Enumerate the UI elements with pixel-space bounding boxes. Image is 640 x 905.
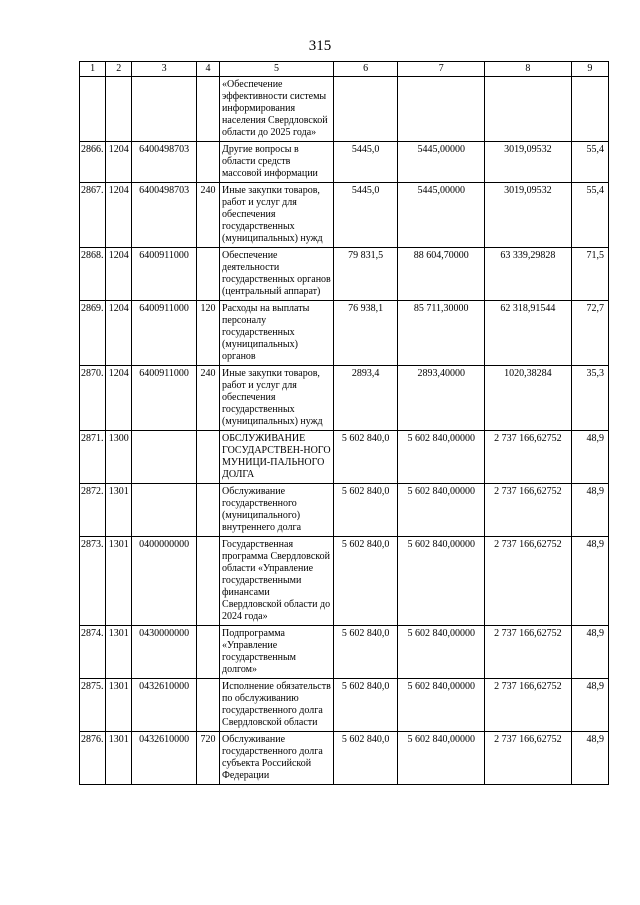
target-code-cell: 0432610000 [132, 732, 196, 785]
column-header: 4 [196, 62, 219, 77]
budget-table [79, 61, 609, 785]
target-code-cell: 0400000000 [132, 537, 196, 626]
name-cell: Обеспечение деятельности государственных органов (центральный аппарат) [220, 248, 334, 301]
percent-cell: 48,9 [571, 537, 608, 626]
expense-type-cell [196, 142, 219, 183]
expense-type-cell: 120 [196, 301, 219, 366]
target-code-cell: 0432610000 [132, 679, 196, 732]
percent-cell: 48,9 [571, 431, 608, 484]
expense-type-cell [196, 484, 219, 537]
name-cell: ОБСЛУЖИВАНИЕ ГОСУДАРСТВЕН-НОГО МУНИЦИ-ПАЛЬНОГО ДОЛГА [220, 431, 334, 484]
name-cell: Государственная программа Свердловской области «Управление государственными финансами Свердловской области до 2024 года» [220, 537, 334, 626]
name-cell: Расходы на выплаты персоналу государственных (муниципальных) органов [220, 301, 334, 366]
section-code-cell: 1300 [106, 431, 132, 484]
row-number-cell: 2871. [80, 431, 106, 484]
row-number-cell: 2874. [80, 626, 106, 679]
percent-cell: 72,7 [571, 301, 608, 366]
executed-cell: 2 737 166,62752 [485, 679, 572, 732]
table-row [80, 431, 609, 484]
section-code-cell: 1301 [106, 679, 132, 732]
revised-cell: 5 602 840,00000 [398, 626, 485, 679]
target-code-cell: 6400498703 [132, 183, 196, 248]
executed-cell [485, 77, 572, 142]
name-cell: Иные закупки товаров, работ и услуг для обеспечения государственных (муниципальных) нужд [220, 366, 334, 431]
expense-type-cell [196, 537, 219, 626]
plan-cell: 5 602 840,0 [333, 626, 397, 679]
section-code-cell: 1301 [106, 484, 132, 537]
name-cell: Обслуживание государственного долга субъекта Российской Федерации [220, 732, 334, 785]
executed-cell: 1020,38284 [485, 366, 572, 431]
plan-cell: 5 602 840,0 [333, 732, 397, 785]
name-cell: Другие вопросы в области средств массовой информации [220, 142, 334, 183]
column-header: 3 [132, 62, 196, 77]
revised-cell: 88 604,70000 [398, 248, 485, 301]
table-row [80, 537, 609, 626]
plan-cell: 5445,0 [333, 142, 397, 183]
revised-cell: 5445,00000 [398, 183, 485, 248]
plan-cell: 5 602 840,0 [333, 679, 397, 732]
column-header: 2 [106, 62, 132, 77]
plan-cell [333, 77, 397, 142]
section-code-cell: 1301 [106, 537, 132, 626]
page-number: 315 [308, 38, 332, 54]
expense-type-cell [196, 248, 219, 301]
executed-cell: 2 737 166,62752 [485, 484, 572, 537]
target-code-cell: 6400911000 [132, 366, 196, 431]
revised-cell: 5 602 840,00000 [398, 484, 485, 537]
table-row [80, 484, 609, 537]
plan-cell: 5445,0 [333, 183, 397, 248]
revised-cell: 5 602 840,00000 [398, 431, 485, 484]
plan-cell: 5 602 840,0 [333, 537, 397, 626]
row-number-cell: 2876. [80, 732, 106, 785]
column-header: 8 [485, 62, 572, 77]
executed-cell: 3019,09532 [485, 183, 572, 248]
executed-cell: 3019,09532 [485, 142, 572, 183]
table-row [80, 183, 609, 248]
revised-cell: 5 602 840,00000 [398, 679, 485, 732]
row-number-cell: 2870. [80, 366, 106, 431]
section-code-cell: 1204 [106, 183, 132, 248]
executed-cell: 2 737 166,62752 [485, 537, 572, 626]
target-code-cell: 6400911000 [132, 301, 196, 366]
executed-cell: 2 737 166,62752 [485, 732, 572, 785]
percent-cell [571, 77, 608, 142]
plan-cell: 76 938,1 [333, 301, 397, 366]
table-row [80, 142, 609, 183]
column-header: 5 [220, 62, 334, 77]
row-number-cell: 2873. [80, 537, 106, 626]
revised-cell: 85 711,30000 [398, 301, 485, 366]
section-code-cell: 1204 [106, 301, 132, 366]
revised-cell: 5 602 840,00000 [398, 537, 485, 626]
row-number-cell [80, 77, 106, 142]
plan-cell: 79 831,5 [333, 248, 397, 301]
row-number-cell: 2875. [80, 679, 106, 732]
table-row [80, 77, 609, 142]
expense-type-cell [196, 431, 219, 484]
table-row [80, 679, 609, 732]
target-code-cell [132, 431, 196, 484]
percent-cell: 48,9 [571, 626, 608, 679]
expense-type-cell: 240 [196, 366, 219, 431]
expense-type-cell [196, 626, 219, 679]
name-cell: Исполнение обязательств по обслуживанию государственного долга Свердловской области [220, 679, 334, 732]
executed-cell: 2 737 166,62752 [485, 431, 572, 484]
section-code-cell: 1204 [106, 366, 132, 431]
row-number-cell: 2872. [80, 484, 106, 537]
table-row [80, 301, 609, 366]
percent-cell: 55,4 [571, 142, 608, 183]
target-code-cell [132, 77, 196, 142]
row-number-cell: 2866. [80, 142, 106, 183]
target-code-cell: 6400911000 [132, 248, 196, 301]
table-row [80, 626, 609, 679]
plan-cell: 5 602 840,0 [333, 484, 397, 537]
column-header: 6 [333, 62, 397, 77]
name-cell: Обслуживание государственного (муниципального) внутреннего долга [220, 484, 334, 537]
revised-cell: 5445,00000 [398, 142, 485, 183]
section-code-cell: 1204 [106, 248, 132, 301]
expense-type-cell [196, 77, 219, 142]
row-number-cell: 2869. [80, 301, 106, 366]
table-row [80, 366, 609, 431]
revised-cell: 5 602 840,00000 [398, 732, 485, 785]
name-cell: Подпрограмма «Управление государственным долгом» [220, 626, 334, 679]
column-header: 9 [571, 62, 608, 77]
revised-cell [398, 77, 485, 142]
name-cell: «Обеспечение эффективности системы информирования населения Свердловской области до 2025 года» [220, 77, 334, 142]
section-code-cell: 1301 [106, 732, 132, 785]
row-number-cell: 2867. [80, 183, 106, 248]
revised-cell: 2893,40000 [398, 366, 485, 431]
target-code-cell: 6400498703 [132, 142, 196, 183]
row-number-cell: 2868. [80, 248, 106, 301]
percent-cell: 55,4 [571, 183, 608, 248]
percent-cell: 48,9 [571, 679, 608, 732]
executed-cell: 2 737 166,62752 [485, 626, 572, 679]
expense-type-cell: 720 [196, 732, 219, 785]
executed-cell: 63 339,29828 [485, 248, 572, 301]
expense-type-cell: 240 [196, 183, 219, 248]
column-header: 1 [80, 62, 106, 77]
plan-cell: 2893,4 [333, 366, 397, 431]
target-code-cell [132, 484, 196, 537]
expense-type-cell [196, 679, 219, 732]
percent-cell: 48,9 [571, 484, 608, 537]
section-code-cell: 1301 [106, 626, 132, 679]
section-code-cell [106, 77, 132, 142]
table-row [80, 248, 609, 301]
column-header: 7 [398, 62, 485, 77]
header-row [80, 62, 609, 77]
section-code-cell: 1204 [106, 142, 132, 183]
table-row [80, 732, 609, 785]
percent-cell: 35,3 [571, 366, 608, 431]
plan-cell: 5 602 840,0 [333, 431, 397, 484]
name-cell: Иные закупки товаров, работ и услуг для обеспечения государственных (муниципальных) нужд [220, 183, 334, 248]
executed-cell: 62 318,91544 [485, 301, 572, 366]
percent-cell: 48,9 [571, 732, 608, 785]
target-code-cell: 0430000000 [132, 626, 196, 679]
percent-cell: 71,5 [571, 248, 608, 301]
